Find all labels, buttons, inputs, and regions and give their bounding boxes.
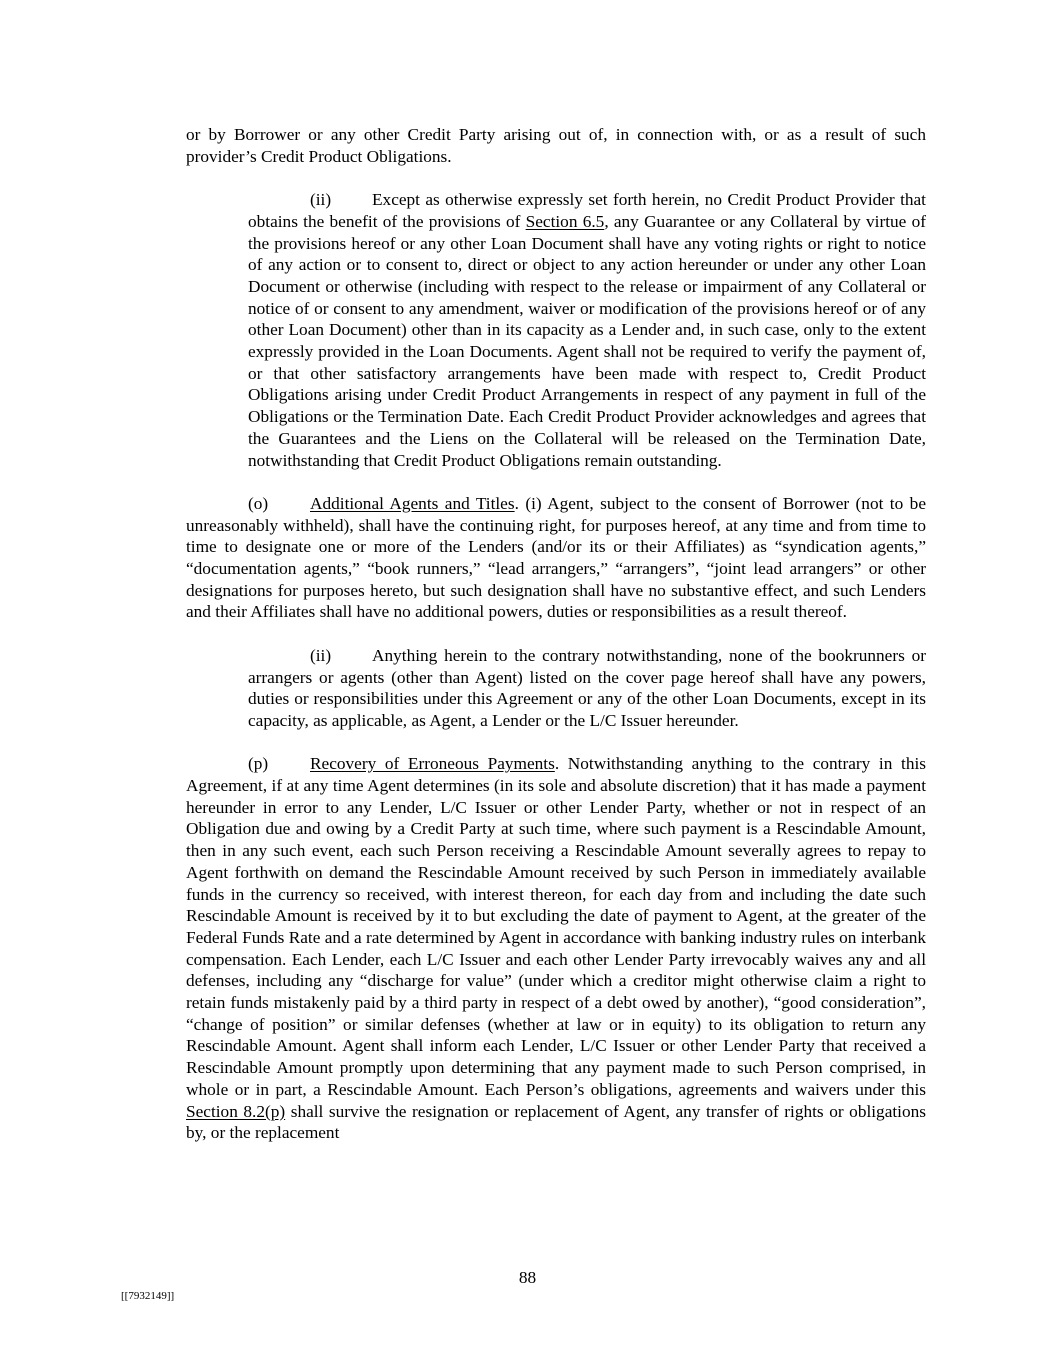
paragraph-number: (ii): [310, 190, 332, 210]
page-number: 88: [518, 1268, 537, 1287]
body-text: [186, 124, 926, 1144]
continued-text: or by Borrower or any other Credit Party arising out of, in connection with, or as a result of such provider’s Credit Product Obligations.: [186, 125, 926, 166]
paragraph-text: shall survive the resignation or replacement of Agent, any transfer of rights or obligations by, or the replacement: [186, 1101, 926, 1143]
paragraph-text: , any Guarantee or any Collateral by virtue of the provisions hereof or any other Loan Document shall have any voting rights or right to notice of any action or to consent to, direct or object to any action hereunder or under any other Loan Document or otherwise (including with respect to the release or impairment of any Collateral or notice of or consent to any amendment, waiver or modification of the provisions hereof or of any other Loan Document) other than in its capacity as a Lender and, in such case, only to the extent expressly provided in the Loan Documents. Agent shall not be required to verify the payment of, or that other satisfactory arrangements have been made with respect to, Credit Product Obligations arising under Credit Product Arrangements in respect of any payment in full of the Obligations or the Termination Date. Each Credit Product Provider acknowledges and agrees that the Guarantees and the Liens on the Collateral will be released on the Termination Date, notwithstanding that Credit Product Obligations remain outstanding.: [248, 211, 926, 470]
document-id: [[7932149]]: [121, 1290, 175, 1302]
paragraph-p: [186, 753, 926, 1144]
paragraph-o: [186, 493, 926, 623]
paragraph-o-ii: [248, 645, 926, 732]
paragraph-text: . Notwithstanding anything to the contrary in this Agreement, if at any time Agent determines (in its sole and absolute discretion) that it has made a payment hereunder in error to any Lender, L/C Issuer or other Lender Party, whether or not in respect of an Obligation due and owing by a Credit Party at such time, where such payment is a Rescindable Amount, then in any such event, each such Person receiving a Rescindable Amount severally agrees to repay to Agent forthwith on demand the Rescindable Amount received by such Person in immediately available funds in the currency so received, with interest thereon, for each day from and including the date such Rescindable Amount is received by it to but excluding the date of payment to Agent, at the greater of the Federal Funds Rate and a rate determined by Agent in accordance with banking industry rules on interbank compensation. Each Lender, each L/C Issuer and each other Lender Party irrevocably waives any and all defenses, including any “discharge for value” (under which a creditor might otherwise claim a right to retain funds mistakenly paid by a third party in respect of a debt owed by another), “good consideration”, “change of position” or similar defenses (whether at law or in equity) to its obligation to return any Rescindable Amount. Agent shall inform each Lender, L/C Issuer or other Lender Party that received a Rescindable Amount promptly upon determining that any payment made to such Person comprised, in whole or in part, a Rescindable Amount. Each Person’s obligations, agreements and waivers under this: [186, 754, 926, 1099]
section-reference-link: Section 6.5: [525, 211, 605, 231]
section-reference-link: Section 8.2(p): [186, 1101, 286, 1121]
paragraph-heading: Recovery of Erroneous Payments: [310, 754, 555, 774]
paragraph-number: (p): [248, 754, 269, 774]
paragraph-number: (o): [248, 493, 269, 513]
paragraph-number: (ii): [310, 645, 332, 665]
paragraph-heading: Additional Agents and Titles: [310, 493, 515, 513]
paragraph-text: Anything herein to the contrary notwithstanding, none of the bookrunners or arrangers or agents (other than Agent) listed on the cover page hereof shall have any powers, duties or responsibilities under this Agreement or any of the other Loan Documents, except in its capacity, as applicable, as Agent, a Lender or the L/C Issuer hereunder.: [248, 645, 926, 730]
paragraph-n-ii: [248, 189, 926, 471]
continued-paragraph: [186, 124, 926, 167]
paragraph-text: . (i) Agent, subject to the consent of Borrower (not to be unreasonably withheld), shall have the continuing right, for purposes hereof, at any time and from time to time to designate one or more of the Lenders (and/or its or their Affiliates) as “syndication agents,” “documentation agents,” “book runners,” “lead arrangers,” “arrangers”, “joint lead arrangers” or other designations for purposes hereto, but such designation shall have no substantive effect, and such Lenders and their Affiliates shall have no additional powers, duties or responsibilities as a result thereof.: [186, 493, 926, 622]
paragraph-text: Except as otherwise expressly set forth herein, no Credit Product Provider that obtains the benefit of the provisions of: [248, 190, 926, 231]
